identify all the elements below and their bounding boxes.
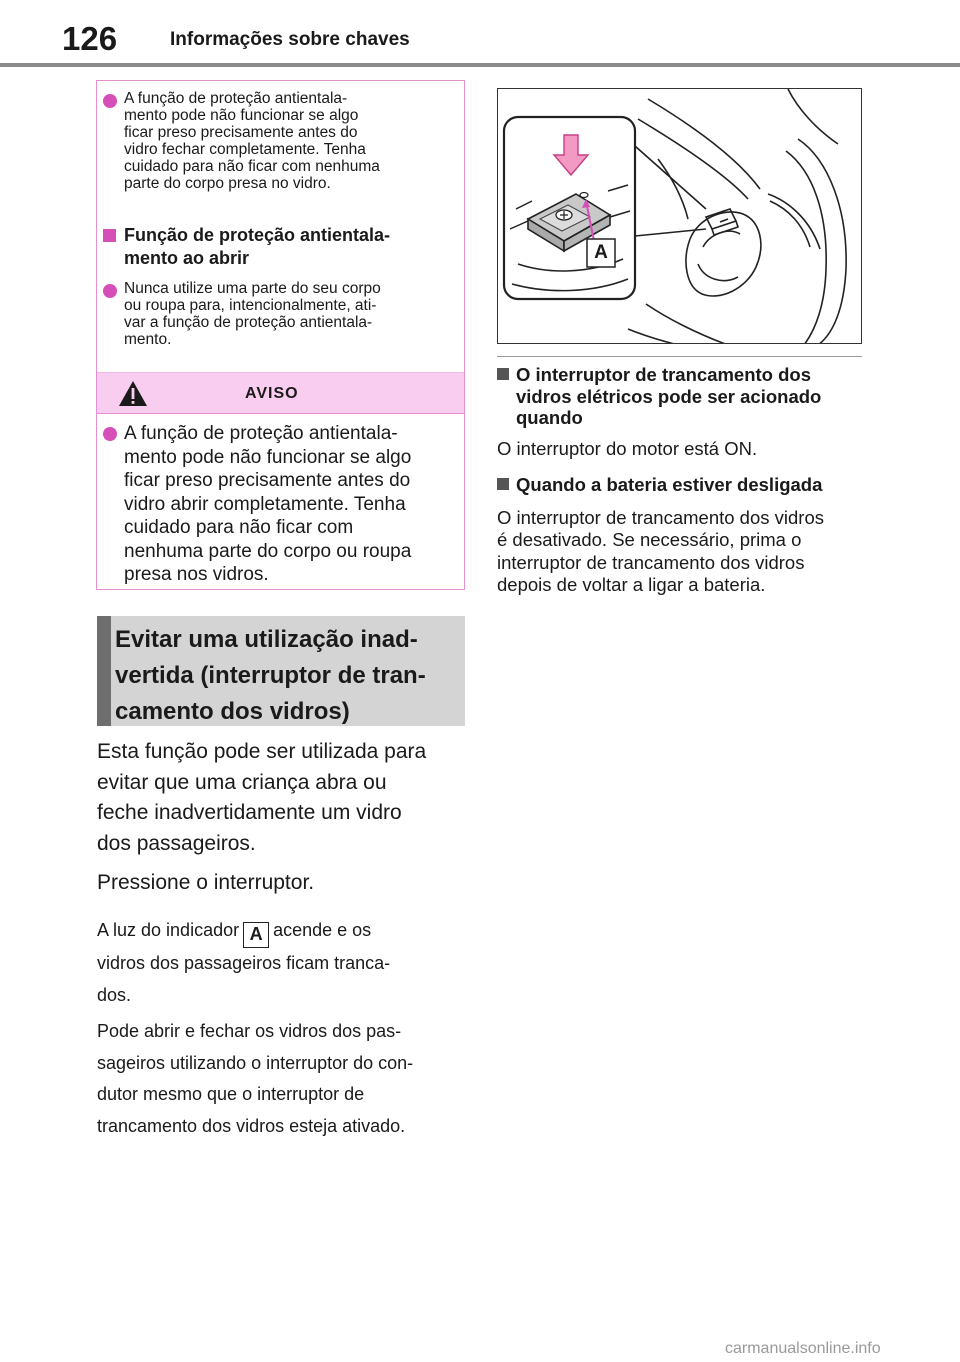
window-lock-switch-illustration [497,88,862,344]
aviso-label: AVISO [245,385,299,402]
aviso-header [97,372,464,414]
text-line: depois de voltar a ligar a bateria. [497,574,766,595]
text-line: dos. [97,984,132,1005]
text-line: camento dos vidros) [115,698,350,725]
indicator-label-a: A [243,922,269,948]
text-line: mento pode não funcionar se algo [124,446,412,468]
illustration-drawing [498,89,862,344]
page-number: 126 [62,20,118,57]
text-line: vidro abrir completamente. Tenha [124,493,406,515]
text-line: ficar preso precisamente antes do [124,124,358,141]
caution-bullet-2 [100,280,460,348]
text-line: Esta função pode ser utilizada para [97,740,427,763]
engine-switch-text: O interruptor do motor está ON. [497,437,758,459]
subheading-lock-switch-operable [497,364,862,429]
section-heading [97,616,465,726]
square-bullet-icon [497,478,509,490]
text-line: cuidado para não ficar com nenhuma [124,158,380,175]
text-line: mento. [124,331,172,348]
text-line: Pode abrir e fechar os vidros dos pas- [97,1021,402,1041]
operation-paragraph [97,1016,469,1142]
text-line: feche inadvertidamente um vidro [97,801,402,824]
section-heading-bar [97,616,111,726]
text-line: vidros elétricos pode ser acionado [516,385,822,407]
text-line: presa nos vidros. [124,564,269,585]
text-line: sageiros utilizando o interruptor do con- [97,1052,414,1073]
text-line: ou roupa para, intencionalmente, ati- [124,297,377,314]
text-line: mento ao abrir [124,248,250,268]
square-bullet-icon [497,368,509,380]
square-bullet-icon [103,229,116,242]
text-line: var a função de proteção antientala- [124,314,373,331]
aviso-bullet [100,422,460,587]
caution-bullet-1 [100,90,460,192]
page-header [0,0,960,70]
text-line: A função de proteção antientala- [124,423,398,444]
text-line: vertida (interruptor de tran- [115,662,426,689]
instruction-paragraph: Pressione o interruptor. [97,871,315,894]
section-heading-text [115,622,455,730]
right-column [497,364,862,597]
text-line: dos passageiros. [97,831,256,855]
text-line: vidro fechar completamente. Tenha [124,141,366,158]
text-line: é desativado. Se necessário, prima o [497,529,802,550]
text-line: Quando a bateria estiver desligada [516,474,823,495]
header-rule [0,63,960,67]
watermark: carmanualsonline.info [725,1340,881,1357]
indicator-paragraph [97,915,469,1011]
text-line: Nunca utilize uma parte do seu corpo [124,280,381,297]
text-line: trancamento dos vidros esteja ativado. [97,1115,406,1136]
bullet-dot-icon [103,284,117,298]
text-line: parte do corpo presa no vidro. [124,175,331,192]
text-line: A função de proteção antientala- [124,90,348,107]
caution-box [96,80,465,590]
text-line [97,915,469,948]
text-line: Função de proteção antientala- [124,225,391,245]
text-line: O interruptor de trancamento dos vidros [497,506,824,528]
bullet-dot-icon [103,94,117,108]
caution-subheading [100,224,460,270]
text-line: dutor mesmo que o interruptor de [97,1084,365,1104]
page-title: Informações sobre chaves [170,29,410,50]
text-line: quando [516,407,583,428]
text-line: evitar que uma criança abra ou [97,770,387,794]
text-fragment: acende e os [273,920,372,940]
battery-text [497,507,862,597]
intro-paragraph [97,737,467,859]
text-line: nenhuma parte do corpo ou roupa [124,540,412,562]
subheading-battery-disconnected [497,474,862,496]
text-line: cuidado para não ficar com [124,517,354,538]
text-line: mento pode não funcionar se algo [124,107,359,124]
text-line: vidros dos passageiros ficam tranca- [97,953,391,973]
warning-triangle-icon [118,380,148,407]
callout-label-a: A [594,242,608,263]
bullet-dot-icon [103,427,117,441]
text-line: O interruptor de trancamento dos [516,364,812,385]
text-line: interruptor de trancamento dos vidros [497,551,805,573]
figure-divider [497,356,862,357]
text-line: Evitar uma utilização inad- [115,626,418,653]
text-line: ficar preso precisamente antes do [124,470,411,491]
text-fragment: A luz do indicador [97,920,240,940]
